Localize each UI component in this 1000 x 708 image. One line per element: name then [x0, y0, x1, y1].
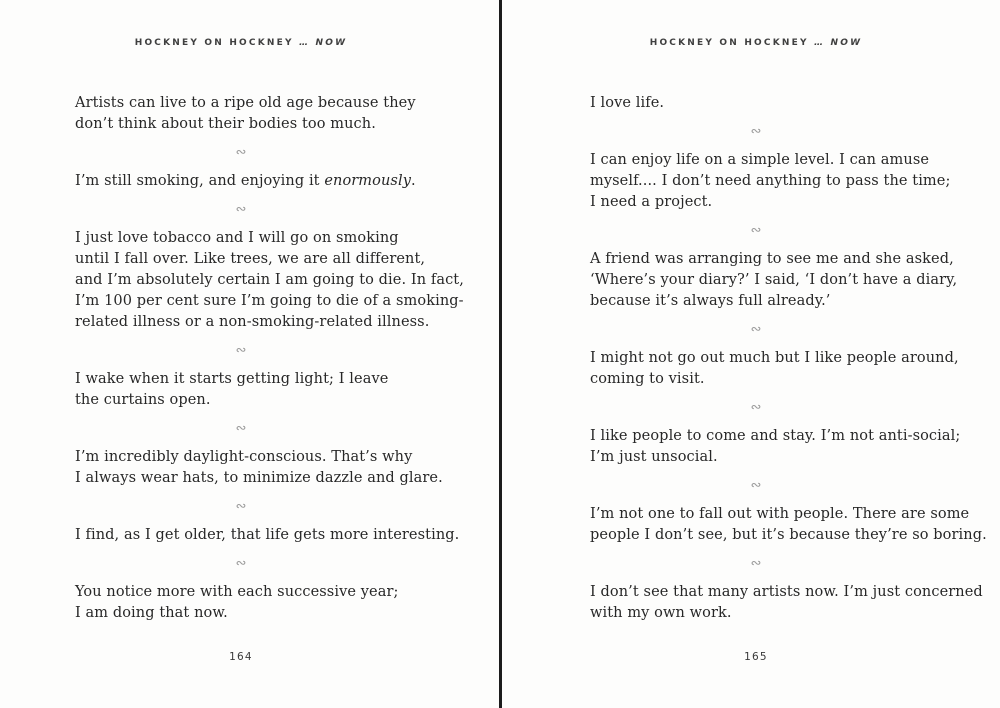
- text-line: the curtains open.: [75, 392, 211, 408]
- text-line: don’t think about their bodies too much.: [75, 116, 376, 132]
- text-line: myself.... I don’t need anything to pass the time;: [590, 173, 951, 189]
- right-page: [502, 0, 1000, 708]
- text-line: I find, as I get older, that life gets more interesting.: [75, 527, 460, 543]
- text-line: I like people to come and stay. I’m not anti-social;: [590, 428, 961, 444]
- running-head: [75, 38, 407, 48]
- section-divider-ornament-icon: ∾: [235, 421, 247, 436]
- section-divider-ornament-icon: ∾: [750, 400, 762, 415]
- italic-text: enormously: [324, 173, 411, 189]
- text-line: I wake when it starts getting light; I leave: [75, 371, 389, 387]
- text-line: I love life.: [590, 95, 665, 111]
- page-number: 164: [229, 651, 253, 663]
- quote-paragraph: [75, 369, 407, 411]
- quote-paragraph: [590, 504, 987, 546]
- text-line: because it’s always full already.’: [590, 293, 831, 309]
- quote-paragraph: [590, 582, 983, 624]
- text-line: I am doing that now.: [75, 605, 228, 621]
- text-line: until I fall over. Like trees, we are all different,: [75, 251, 426, 267]
- italic-text: … NOW: [808, 38, 863, 48]
- section-divider-ornament-icon: ∾: [750, 478, 762, 493]
- section-divider-ornament-icon: ∾: [235, 202, 247, 217]
- quote-paragraph: [590, 249, 958, 312]
- quote-paragraph: [75, 93, 416, 135]
- text-line: I just love tobacco and I will go on smoking: [75, 230, 399, 246]
- text-line: ‘Where’s your diary?’ I said, ‘I don’t have a diary,: [590, 272, 958, 288]
- section-divider-ornament-icon: ∾: [235, 499, 247, 514]
- quote-paragraph: [75, 447, 443, 489]
- right-page-text-block: [590, 0, 987, 708]
- text-segment: .: [411, 173, 416, 189]
- text-line: Artists can live to a ripe old age because they: [75, 95, 416, 111]
- text-line: I might not go out much but I like people around,: [590, 350, 959, 366]
- left-page-text-block: [75, 0, 464, 708]
- left-page-content: [75, 93, 464, 624]
- text-segment: HOCKNEY ON HOCKNEY: [134, 38, 294, 48]
- section-divider-ornament-icon: ∾: [235, 145, 247, 160]
- text-line: I need a project.: [590, 194, 713, 210]
- section-divider-ornament-icon: ∾: [235, 343, 247, 358]
- text-line: and I’m absolutely certain I am going to die. In fact,: [75, 272, 464, 288]
- quote-paragraph: [590, 426, 961, 468]
- text-segment: HOCKNEY ON HOCKNEY: [649, 38, 809, 48]
- text-line: I can enjoy life on a simple level. I can amuse: [590, 152, 930, 168]
- text-line: A friend was arranging to see me and she asked,: [590, 251, 954, 267]
- quote-paragraph: [75, 525, 460, 546]
- running-head: [590, 38, 922, 48]
- text-line: You notice more with each successive year;: [75, 584, 399, 600]
- quote-paragraph: [590, 348, 959, 390]
- quote-paragraph: [590, 93, 922, 114]
- left-page: [0, 0, 498, 708]
- section-divider-ornament-icon: ∾: [750, 322, 762, 337]
- text-line: [75, 171, 416, 192]
- text-line: I’m just unsocial.: [590, 449, 718, 465]
- text-line: I always wear hats, to minimize dazzle and glare.: [75, 470, 443, 486]
- italic-text: … NOW: [293, 38, 348, 48]
- text-line: I’m 100 per cent sure I’m going to die of a smoking-: [75, 293, 464, 309]
- text-line: people I don’t see, but it’s because they’re so boring.: [590, 527, 987, 543]
- text-line: coming to visit.: [590, 371, 705, 387]
- section-divider-ornament-icon: ∾: [750, 124, 762, 139]
- text-line: with my own work.: [590, 605, 732, 621]
- section-divider-ornament-icon: ∾: [750, 556, 762, 571]
- section-divider-ornament-icon: ∾: [235, 556, 247, 571]
- quote-paragraph: [75, 228, 464, 333]
- text-segment: I’m still smoking, and enjoying it: [75, 173, 325, 189]
- quote-paragraph: [75, 171, 416, 192]
- quote-paragraph: [590, 150, 951, 213]
- text-line: related illness or a non-smoking-related illness.: [75, 314, 430, 330]
- quote-paragraph: [75, 582, 407, 624]
- text-line: I’m not one to fall out with people. There are some: [590, 506, 970, 522]
- text-line: I don’t see that many artists now. I’m just concerned: [590, 584, 983, 600]
- right-page-content: [590, 93, 987, 624]
- page-number: 165: [744, 651, 768, 663]
- section-divider-ornament-icon: ∾: [750, 223, 762, 238]
- text-line: I’m incredibly daylight-conscious. That’s why: [75, 449, 413, 465]
